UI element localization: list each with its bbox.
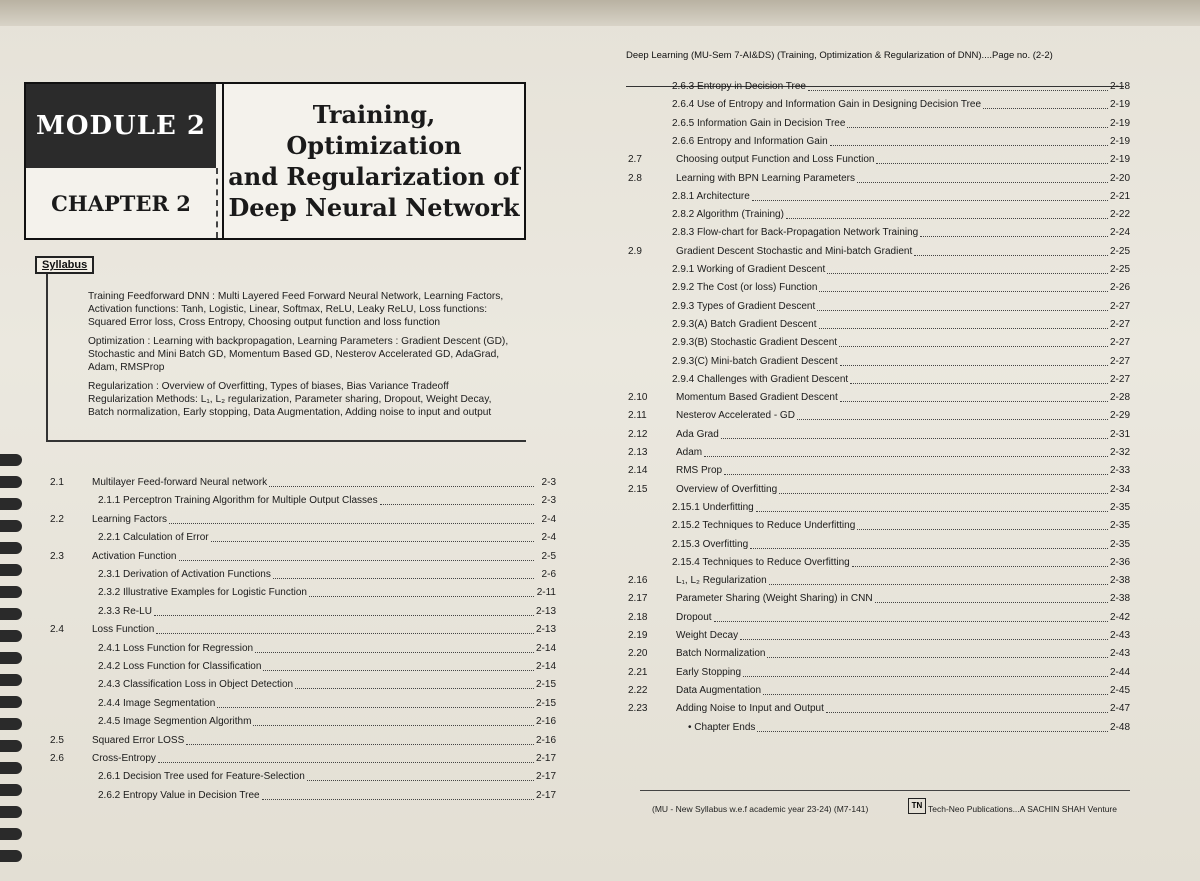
toc-entry-page: 2-32	[1109, 447, 1130, 458]
toc-entry-page: 2-48	[1109, 721, 1130, 733]
toc-entry-number: 2.10	[628, 392, 648, 404]
spiral-ring	[0, 850, 22, 862]
toc-entry-page: 2-31	[1109, 428, 1130, 440]
toc-dot-leader	[808, 89, 1108, 91]
toc-entry-label: 2.3.3 Re-LU	[98, 605, 152, 617]
toc-entry-label: L₁, L₂ Regularization	[676, 575, 767, 587]
toc-entry-page: 2-16	[535, 734, 556, 746]
chapter-title-line: Deep Neural Network	[228, 193, 520, 222]
toc-entry-page: 2-22	[1109, 209, 1130, 221]
spiral-ring	[0, 608, 22, 620]
toc-dot-leader	[757, 730, 1108, 732]
toc-dot-leader	[857, 528, 1108, 530]
toc-dot-leader	[154, 614, 534, 616]
syllabus-line: Regularization Methods: L₁, L₂ regularization, Parameter sharing, Dropout, Weight Decay,	[88, 394, 492, 405]
syllabus-line: Adam, RMSProp	[88, 362, 165, 373]
toc-entry-label: Squared Error LOSS	[92, 734, 185, 746]
module-title-box	[24, 82, 526, 240]
toc-dot-leader	[756, 510, 1108, 512]
spiral-ring	[0, 784, 22, 796]
toc-entry-label: Learning with BPN Learning Parameters	[676, 172, 855, 184]
toc-dot-leader	[920, 235, 1108, 237]
module-label: MODULE 2	[26, 84, 216, 168]
toc-entry-page: 2-43	[1109, 648, 1130, 660]
toc-entry-number: 2.22	[628, 684, 648, 696]
toc-entry-page: 2-6	[541, 569, 556, 580]
toc-dot-leader	[847, 126, 1108, 128]
toc-dot-leader	[307, 779, 534, 781]
toc-entry-number: 2.15	[628, 483, 648, 495]
spiral-ring	[0, 806, 22, 818]
toc-dot-leader	[983, 107, 1108, 109]
toc-entry-label: Nesterov Accelerated - GD	[676, 410, 795, 422]
toc-entry-page: 2-24	[1109, 227, 1130, 239]
toc-entry-number: 2.21	[628, 666, 648, 678]
toc-entry-page: 2-43	[1109, 630, 1130, 641]
toc-entry-page: 2-14	[535, 661, 556, 672]
toc-dot-leader	[211, 540, 534, 542]
toc-dot-leader	[309, 595, 534, 597]
toc-dot-leader	[839, 345, 1108, 347]
toc-entry-page: 2-19	[1109, 154, 1130, 166]
toc-entry-number: 2.3	[50, 550, 64, 562]
toc-entry-page: 2-19	[1109, 135, 1130, 147]
toc-entry-page: 2-16	[535, 716, 556, 728]
toc-entry-page: 2-5	[541, 550, 556, 562]
toc-entry-number: 2.4	[50, 624, 64, 636]
toc-entry-page: 2-19	[1109, 117, 1130, 129]
toc-dot-leader	[186, 743, 534, 745]
toc-dot-leader	[840, 364, 1108, 366]
toc-dot-leader	[262, 798, 534, 800]
toc-entry-label: 2.2.1 Calculation of Error	[98, 532, 209, 544]
toc-entry-number: 2.9	[628, 245, 642, 257]
toc-entry-page: 2-44	[1109, 666, 1130, 678]
toc-entry-label: Choosing output Function and Loss Function	[676, 154, 875, 166]
toc-entry-page: 2-34	[1109, 483, 1130, 495]
toc-entry-number: 2.7	[628, 154, 642, 166]
toc-dot-leader	[158, 761, 534, 763]
toc-dot-leader	[819, 327, 1108, 329]
toc-dot-leader	[255, 651, 534, 653]
toc-entry-label: 2.6.5 Information Gain in Decision Tree	[672, 117, 846, 129]
toc-entry-label: Activation Function	[92, 550, 177, 562]
toc-entry-number: 2.1	[50, 477, 64, 488]
toc-entry-page: 2-15	[535, 679, 556, 691]
toc-entry-page: 2-26	[1109, 282, 1130, 294]
toc-entry-page: 2-29	[1109, 410, 1130, 422]
toc-dot-leader	[850, 382, 1108, 384]
toc-entry-number: 2.5	[50, 734, 64, 746]
toc-entry-number: 2.19	[628, 630, 648, 641]
toc-entry-label: 2.9.3(A) Batch Gradient Descent	[672, 318, 817, 330]
toc-dot-leader	[724, 473, 1108, 475]
toc-entry-page: 2-25	[1109, 264, 1130, 275]
toc-entry-label: Weight Decay	[676, 630, 739, 641]
toc-entry-label: 2.9.4 Challenges with Gradient Descent	[672, 373, 849, 385]
toc-dot-leader	[217, 706, 534, 708]
toc-entry-page: 2-17	[535, 789, 556, 801]
toc-entry-label: 2.9.3(B) Stochastic Gradient Descent	[672, 337, 838, 349]
toc-entry-number: 2.2	[50, 513, 64, 525]
toc-entry-label: 2.4.1 Loss Function for Regression	[98, 642, 254, 654]
syllabus-line: Optimization : Learning with backpropagation, Learning Parameters : Gradient Descent (GD),	[88, 336, 509, 347]
toc-entry-label: 2.8.3 Flow-chart for Back-Propagation Network Training	[672, 227, 919, 239]
toc-entry-page: 2-27	[1109, 318, 1130, 330]
toc-dot-leader	[857, 181, 1108, 183]
toc-dot-leader	[253, 724, 534, 726]
toc-entry-label: Ada Grad	[676, 428, 719, 440]
syllabus-line: Training Feedforward DNN : Multi Layered Feed Forward Neural Network, Learning Factors,	[88, 291, 504, 302]
toc-entry-label: 2.15.1 Underfitting	[672, 501, 754, 513]
toc-dot-leader	[263, 669, 534, 671]
toc-entry-page: 2-11	[536, 587, 556, 599]
toc-entry-page: 2-27	[1109, 355, 1130, 367]
footer-edition: (MU - New Syllabus w.e.f academic year 23-24) (M7-141)	[652, 804, 869, 814]
toc-entry-number: 2.13	[628, 447, 648, 458]
toc-entry-label: 2.9.1 Working of Gradient Descent	[672, 264, 826, 275]
toc-entry-number: 2.12	[628, 428, 648, 440]
toc-entry-page: 2-3	[541, 477, 556, 488]
chapter-label: CHAPTER 2	[26, 168, 218, 238]
toc-dot-leader	[380, 503, 534, 505]
spiral-ring	[0, 454, 22, 466]
spiral-ring	[0, 542, 22, 554]
toc-entry-number: 2.6	[50, 753, 64, 764]
toc-entry-page: 2-4	[541, 513, 556, 525]
toc-entry-label: Batch Normalization	[676, 648, 766, 660]
spiral-ring	[0, 674, 22, 686]
toc-dot-leader	[876, 162, 1108, 164]
toc-entry-number: 2.8	[628, 172, 642, 184]
toc-dot-leader	[169, 522, 534, 524]
toc-dot-leader	[714, 620, 1108, 622]
toc-entry-number: 2.23	[628, 703, 648, 715]
toc-entry-page: 2-28	[1109, 392, 1130, 404]
toc-entry-label: Dropout	[676, 611, 712, 623]
toc-dot-leader	[273, 577, 534, 579]
chapter-title-line: and Regularization of	[228, 162, 520, 191]
toc-entry-number: 2.16	[628, 575, 648, 587]
toc-dot-leader	[179, 559, 534, 561]
toc-entry-label: Adam	[676, 447, 703, 458]
toc-entry-page: 2-35	[1109, 520, 1130, 532]
syllabus-line: Activation functions: Tanh, Logistic, Linear, Softmax, ReLU, Leaky ReLU, Loss functions:	[88, 304, 488, 315]
toc-dot-leader	[826, 711, 1108, 713]
toc-entry-label: Momentum Based Gradient Descent	[676, 392, 838, 404]
spiral-ring	[0, 498, 22, 510]
toc-entry-label: 2.6.2 Entropy Value in Decision Tree	[98, 789, 260, 801]
chapter-title	[222, 84, 524, 238]
toc-entry-label: • Chapter Ends	[688, 721, 756, 733]
spiral-ring	[0, 564, 22, 576]
toc-dot-leader	[740, 638, 1108, 640]
toc-entry-label: 2.15.2 Techniques to Reduce Underfitting	[672, 520, 856, 532]
toc-entry-page: 2-38	[1109, 593, 1130, 605]
footer-publisher: Tech-Neo Publications...A SACHIN SHAH Venture	[928, 804, 1117, 814]
toc-dot-leader	[743, 675, 1108, 677]
toc-entry-page: 2-27	[1109, 337, 1130, 349]
toc-dot-leader	[827, 272, 1108, 274]
page-top-edge	[0, 0, 1200, 26]
spiral-ring	[0, 476, 22, 488]
spiral-ring	[0, 740, 22, 752]
toc-entry-page: 2-36	[1109, 556, 1130, 568]
toc-entry-number: 2.11	[628, 410, 647, 422]
spiral-ring	[0, 520, 22, 532]
toc-entry-label: 2.15.3 Overfitting	[672, 538, 749, 550]
syllabus-line: Stochastic and Mini Batch GD, Momentum Based GD, Nesterov Accelerated GD, AdaGrad,	[88, 349, 500, 360]
toc-entry-label: 2.15.4 Techniques to Reduce Overfitting	[672, 556, 850, 568]
toc-entry-label: 2.9.2 The Cost (or loss) Function	[672, 282, 818, 294]
toc-entry-label: Overview of Overfitting	[676, 483, 778, 495]
toc-dot-leader	[797, 418, 1108, 420]
toc-dot-leader	[767, 656, 1108, 658]
toc-entry-label: 2.8.2 Algorithm (Training)	[672, 209, 784, 221]
toc-entry-label: Early Stopping	[676, 666, 742, 678]
toc-dot-leader	[752, 199, 1108, 201]
toc-dot-leader	[830, 144, 1108, 146]
toc-entry-label: 2.6.6 Entropy and Information Gain	[672, 135, 828, 147]
syllabus-badge: Syllabus	[35, 256, 94, 274]
toc-dot-leader	[875, 601, 1108, 603]
toc-entry-page: 2-17	[535, 753, 556, 764]
toc-dot-leader	[750, 547, 1108, 549]
spiral-ring	[0, 762, 22, 774]
spiral-ring	[0, 828, 22, 840]
toc-entry-page: 2-27	[1109, 373, 1130, 385]
toc-dot-leader	[914, 254, 1108, 256]
toc-entry-page: 2-15	[535, 697, 556, 709]
toc-dot-leader	[819, 290, 1108, 292]
toc-entry-page: 2-27	[1109, 300, 1130, 312]
chapter-title-line: Training, Optimization	[286, 100, 462, 160]
toc-entry-page: 2-42	[1109, 611, 1130, 623]
toc-entry-label: 2.4.5 Image Segmention Algorithm	[98, 716, 252, 728]
spiral-ring	[0, 630, 22, 642]
toc-entry-label: 2.6.3 Entropy in Decision Tree	[672, 81, 806, 92]
toc-dot-leader	[721, 437, 1108, 439]
toc-entry-label: 2.4.3 Classification Loss in Object Detection	[98, 679, 294, 691]
toc-entry-label: Multilayer Feed-forward Neural network	[92, 477, 268, 488]
toc-entry-page: 2-20	[1109, 172, 1130, 184]
toc-entry-label: Gradient Descent Stochastic and Mini-batch Gradient	[676, 245, 913, 257]
footer-rule	[640, 790, 1130, 791]
toc-dot-leader	[269, 485, 534, 487]
toc-entry-page: 2-21	[1109, 190, 1130, 202]
toc-entry-label: 2.9.3(C) Mini-batch Gradient Descent	[672, 355, 838, 367]
toc-entry-page: 2-14	[535, 642, 556, 654]
spiral-ring	[0, 652, 22, 664]
toc-entry-label: 2.8.1 Architecture	[672, 190, 750, 202]
syllabus-line: Regularization : Overview of Overfitting, Types of biases, Bias Variance Tradeoff	[88, 381, 449, 392]
toc-entry-page: 2-17	[535, 771, 556, 783]
toc-entry-label: 2.4.2 Loss Function for Classification	[98, 661, 262, 672]
spiral-ring	[0, 696, 22, 708]
toc-entry-page: 2-35	[1109, 538, 1130, 550]
toc-entry-label: 2.6.1 Decision Tree used for Feature-Selection	[98, 771, 305, 783]
toc-entry-number: 2.17	[628, 593, 648, 605]
toc-entry-label: Parameter Sharing (Weight Sharing) in CNN	[676, 593, 873, 605]
toc-entry-page: 2-18	[1109, 81, 1130, 92]
toc-entry-page: 2-13	[535, 605, 556, 617]
toc-entry-number: 2.18	[628, 611, 648, 623]
toc-entry-label: 2.6.4 Use of Entropy and Information Gain in Designing Decision Tree	[672, 99, 982, 111]
toc-entry-number: 2.14	[628, 465, 648, 477]
toc-dot-leader	[704, 455, 1108, 457]
toc-dot-leader	[817, 309, 1108, 311]
toc-entry-label: 2.1.1 Perceptron Training Algorithm for Multiple Output Classes	[98, 495, 378, 507]
syllabus-line: Batch normalization, Early stopping, Data Augmentation, Adding noise to input and output	[88, 407, 492, 418]
toc-entry-label: Data Augmentation	[676, 684, 762, 696]
toc-dot-leader	[840, 400, 1108, 402]
running-header: Deep Learning (MU-Sem 7-AI&DS) (Training, Optimization & Regularization of DNN)....Page no. (2-2)	[626, 50, 1053, 61]
toc-entry-label: Learning Factors	[92, 513, 168, 525]
toc-entry-page: 2-25	[1109, 245, 1130, 257]
toc-entry-page: 2-35	[1109, 501, 1130, 513]
toc-dot-leader	[786, 217, 1108, 219]
toc-entry-label: Cross-Entropy	[92, 753, 156, 764]
toc-entry-label: RMS Prop	[676, 465, 723, 477]
toc-dot-leader	[779, 492, 1108, 494]
publisher-logo: TN	[908, 798, 926, 814]
toc-dot-leader	[852, 565, 1108, 567]
toc-entry-page: 2-19	[1109, 99, 1130, 111]
toc-entry-page: 2-33	[1109, 465, 1130, 477]
toc-dot-leader	[156, 632, 534, 634]
toc-entry-label: 2.3.1 Derivation of Activation Functions	[98, 569, 271, 580]
toc-entry-page: 2-4	[541, 532, 556, 544]
toc-entry-label: 2.3.2 Illustrative Examples for Logistic Function	[98, 587, 307, 599]
syllabus-line: Squared Error loss, Cross Entropy, Choosing output function and loss function	[88, 317, 441, 328]
toc-entry-label: Loss Function	[92, 624, 155, 636]
spiral-ring	[0, 586, 22, 598]
toc-entry-number: 2.20	[628, 648, 648, 660]
toc-entry-page: 2-38	[1109, 575, 1130, 587]
spiral-ring	[0, 718, 22, 730]
toc-entry-label: 2.9.3 Types of Gradient Descent	[672, 300, 816, 312]
toc-dot-leader	[763, 693, 1108, 695]
toc-entry-label: Adding Noise to Input and Output	[676, 703, 824, 715]
toc-entry-page: 2-45	[1109, 684, 1130, 696]
toc-entry-page: 2-47	[1109, 703, 1130, 715]
toc-entry-label: 2.4.4 Image Segmentation	[98, 697, 216, 709]
toc-entry-page: 2-3	[541, 495, 556, 507]
toc-dot-leader	[295, 687, 534, 689]
toc-dot-leader	[769, 583, 1108, 585]
toc-entry-page: 2-13	[535, 624, 556, 636]
